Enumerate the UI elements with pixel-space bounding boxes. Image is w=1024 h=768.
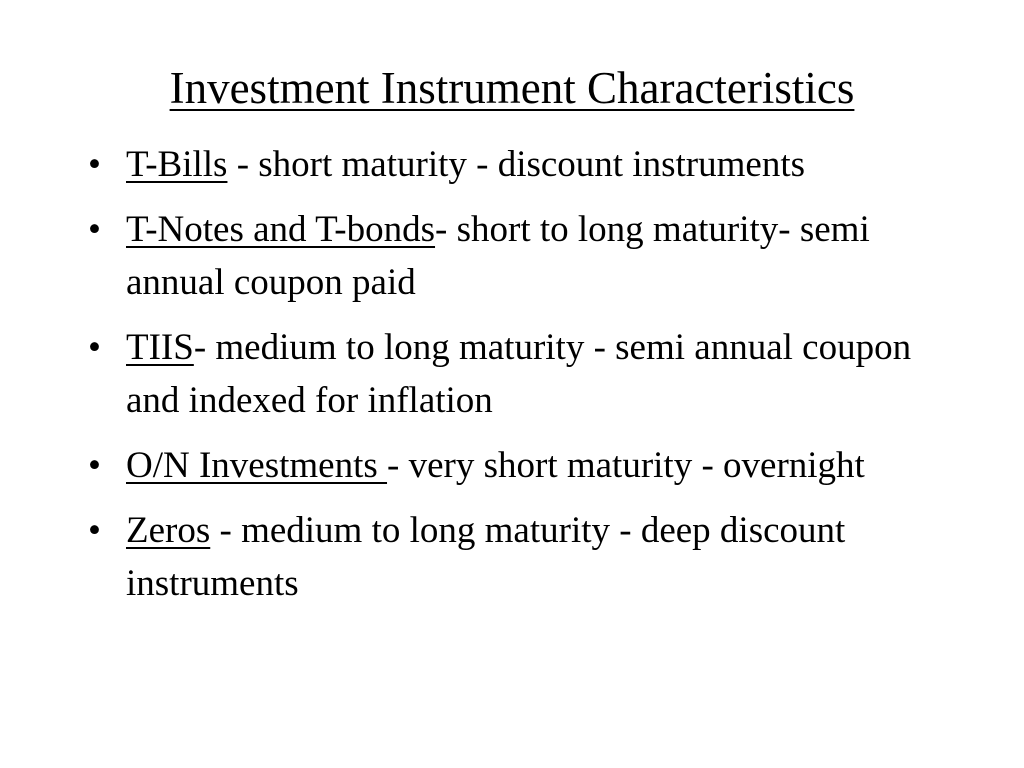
bullet-item-zeros xyxy=(88,504,968,610)
bullet-item-t-notes-bonds xyxy=(88,203,968,309)
description-t-notes-bonds: - short to long maturity- semi annual coupon paid xyxy=(126,209,870,303)
bullet-icon: • xyxy=(88,327,101,368)
slide-title-text: Investment Instrument Characteristics xyxy=(169,63,855,113)
term-on-investments: O/N Investments xyxy=(126,445,388,486)
bullet-list xyxy=(88,138,968,622)
term-tiis: TIIS xyxy=(126,327,194,368)
bullet-item-t-bills xyxy=(88,138,968,191)
term-zeros: Zeros xyxy=(126,510,211,551)
bullet-icon: • xyxy=(88,510,101,551)
slide-title xyxy=(0,60,1024,116)
description-t-bills: - short maturity - discount instruments xyxy=(227,144,805,185)
bullet-icon: • xyxy=(88,144,101,185)
bullet-item-on-investments xyxy=(88,439,968,492)
description-zeros: - medium to long maturity - deep discount instruments xyxy=(126,510,846,604)
description-on-investments: - very short maturity - overnight xyxy=(387,445,865,486)
bullet-item-tiis xyxy=(88,321,968,427)
description-tiis: - medium to long maturity - semi annual coupon and indexed for inflation xyxy=(126,327,912,421)
term-t-notes-bonds: T-Notes and T-bonds xyxy=(126,209,436,250)
bullet-icon: • xyxy=(88,209,101,250)
bullet-icon: • xyxy=(88,445,101,486)
term-t-bills: T-Bills xyxy=(126,144,228,185)
